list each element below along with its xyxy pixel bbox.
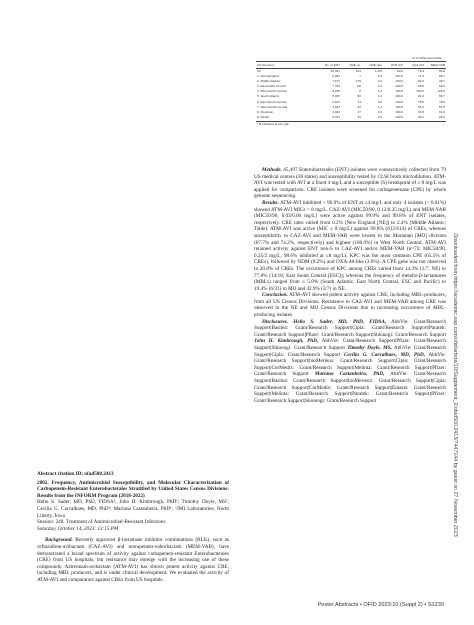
table-cell: 4,218 <box>332 89 340 94</box>
table-cell: 614 <box>355 69 361 73</box>
disclosures-paragraph <box>254 319 446 405</box>
table-cell: 89.1 <box>417 114 424 119</box>
abstract-right-column <box>254 167 446 404</box>
background-paragraph <box>37 537 229 583</box>
table-cell: 4,644 <box>332 104 340 109</box>
table-cell: 1.3% <box>374 69 382 73</box>
table-cell: 100.0 <box>395 99 403 104</box>
table-cell: 66 <box>357 104 361 109</box>
table-cell: 100.0 <box>395 94 403 99</box>
table-cell: 0.9 <box>377 109 382 114</box>
methods-paragraph <box>254 167 446 200</box>
table-cell: 8,185 <box>332 94 340 99</box>
table-cell: 93.5 <box>438 114 445 119</box>
table-cell: 82.6 <box>417 79 424 84</box>
table-header-cell: CRE no. <box>349 63 361 67</box>
disclosure-text: AbbVie: Grant/Research Support|Basilea: Grant/Research Support|Cipla: Grant/Research Support|Paratek: Grant/Research Support|Pfizer: Grant/Research Support|Shionogi: Grant/Research Support <box>254 318 446 338</box>
background-text: Recently approved β-lactamase inhibitor combinations (BLIs), such as ceftazidime-avibactam (CAZ-AVI) and meropenem-vaborbactam (MEM-VAB), have demonstrated a broad spectrum of activity against carbapenem-resistant Enterobacterales (CRE) from US hospitals, but resistance may emerge with the increasing use of these compounds. Aztreonam-avibactam (ATM-AVI) has shown potent activity against CRE, including MBL producers, and is under clinical development. We evaluated the activity of ATM-AVI and comparators against CREs from US hospitals. <box>37 537 229 583</box>
methods-text: 45,497 Enterobacterales (ENT) isolates were consecutively collected from 79 US medical centers (36 states) and susceptibility tested by CLSI broth microdilution. ATM-AVI was tested with AVI at a fixed 4 mg/L and a susceptible (S) breakpoint of ≤ 8 mg/L was applied for comparison. CRE isolates were screened for carbapenemase (CPE) by whole genome sequencing. <box>254 167 446 200</box>
table-cell: 37 <box>357 109 361 114</box>
table-cell: 100.0 <box>395 84 403 89</box>
division-name-cell: 5. South Atlantic <box>257 94 280 99</box>
table-cell: 0.3 <box>377 74 382 79</box>
table-header-cell: No. of ENT <box>324 63 340 67</box>
disclosure-text: AbbVie: Grant/Research Support|Basilea: Grant/Research Support|bioMerieux: Grant/Research Support|Cipla: Grant/Research Support|CorMedix: Grant/Research Support|Entasis: Grant/Research Support|Melinta: Grant/Research Support|Paratek: Grant/Research Support|Pfizer: Grant/Research Support|Shionogi: Grant/Research Support <box>254 371 446 404</box>
table-cell: 100.0 <box>395 79 403 84</box>
table-cell: 2,284 <box>332 74 340 79</box>
table-super-header: % of CRE susceptible <box>412 56 442 60</box>
division-name-cell: 3. East North Central <box>257 84 286 89</box>
table-cell: 100.0 <box>395 104 403 109</box>
table-row <box>256 115 446 120</box>
table-cell: 100.0 <box>395 109 403 114</box>
table-cell: 7,700 <box>332 84 340 89</box>
table-cell: 1.4 <box>377 104 382 109</box>
author-list: Helio S. Sader, MD, PhD, FIDSA¹; John H. Kimbrough, PhD¹; Timothy Doyle, MS¹; Cecilia G. Carvalhaes, MD, PhD¹; Mariana Castanheira, PhD¹; ¹JMI Laboratories, North Liberty, Iowa <box>37 499 229 519</box>
table-cell: 1.0 <box>377 84 382 89</box>
disclosure-name: Timothy Doyle, MS, <box>347 345 392 352</box>
table-footnote: ᵃ N-inhibited at ≤4 mg/L. <box>256 121 446 127</box>
table-cell: 83.8 <box>417 84 424 89</box>
table-cell: 71.4 <box>417 74 424 79</box>
table-cell: 100.0 <box>395 89 403 94</box>
table-cell: 85.7 <box>438 74 445 79</box>
table-cell: 80 <box>357 84 361 89</box>
disclosure-name: Mariana Castanheira, PhD, <box>314 371 385 378</box>
abstract-title: 2802. Frequency, Antimicrobial Susceptibility, and Molecular Characterization of Carbapenem-Resistant Enterobacterales Stratified by United States Census Divisions: Results from the INFORM Program (2018-2022) <box>37 479 229 499</box>
disclosures-label: Disclosures. <box>262 318 289 325</box>
table-cell: 83.8 <box>417 109 424 114</box>
table-cell: 78.6 <box>438 99 445 104</box>
disclosure-text: AbbVie: Grant/Research Support|bioMerieux: Grant/Research Support|Cipla: Grant/Research Support|CorMedix: Grant/Research Support|Melinta: Grant/Research Support|Pfizer: Grant/Research Support <box>254 351 446 378</box>
table-cell: 100.0 <box>416 89 424 94</box>
division-name-cell: 2. Middle Atlantic <box>257 79 281 84</box>
division-name-cell: 7. West South Central <box>257 104 288 109</box>
table-cell: 2.4 <box>377 79 382 84</box>
disclosure-name: Helio S. Sader, MD, PhD, FIDSA, <box>293 318 387 325</box>
table-cell: 0.5 <box>377 99 382 104</box>
session-datetime: Saturday, October 14, 2023: 12:15 PM <box>37 525 119 532</box>
results-paragraph <box>254 200 446 292</box>
methods-label: Methods. <box>262 167 282 173</box>
table-cell: 78.6 <box>417 99 424 104</box>
disclosure-text: AbbVie: Grant/Research Support|Pfizer: Grant/Research Support|Shionogi: Grant/Research Support <box>254 338 446 352</box>
table-cell: 86.7 <box>438 94 445 99</box>
table-cell: 2,617 <box>332 99 340 104</box>
table-cell: 0.8 <box>377 114 382 119</box>
table-header-cell: ATM-AVI <box>390 63 403 67</box>
session-info: Session: 248. Treatment of Antimicrobial-Resistant Infections <box>37 519 166 526</box>
table-cell: 6 <box>359 89 361 94</box>
table-cell: 75.9 <box>417 69 424 73</box>
table-cell: 5,701 <box>332 114 340 119</box>
table-cell: 1.0 <box>377 94 382 99</box>
division-name-cell: 9. Pacific <box>257 114 270 119</box>
table-cell: 100.0 <box>395 114 403 119</box>
table-header-row <box>256 61 446 69</box>
table-cell: 63.8 <box>438 69 445 73</box>
table-cell: 100.0 <box>395 74 403 79</box>
table-cell: 7,677 <box>332 79 340 84</box>
download-watermark-text: Downloaded from https://academic.oup.com/ofid/article/10/Supplement_2/ofad500.2413/7447144 by guest on 27 November 2023 <box>452 233 458 537</box>
table-cell: 179 <box>355 79 361 84</box>
susceptibility-table <box>256 56 446 127</box>
table-cell: 100.0 <box>437 89 445 94</box>
table-header-cell: US Divisions <box>257 63 275 67</box>
table-cell: 39.7 <box>438 79 445 84</box>
table-cell: 45,497 <box>330 69 340 73</box>
table-cell: 99.8 <box>396 69 403 73</box>
citation-id: Abstract citation ID: ofad500.2413 <box>37 471 114 477</box>
conclusion-label: Conclusion. <box>262 292 288 299</box>
results-text: ATM-AVI inhibited > 99.9% of ENT at ≤4 mg/L and only 4 isolates (< 0.01%) showed ATM-AVI MICs > 8 mg/L. CAZ-AVI (MIC50/90, 0.12/0.25 mg/L) and MEM-VAB (MIC50/90, 0.03/0.06 mg/L) were active against 99.9% and 99.8% of ENT isolates, respectively. CRE rates varied from 0.2% (New England [NE]) to 2.4% (Middle Atlantic; Table). ATM-AVI was active (MIC ≤ 8 mg/L) against 99.8% (612/614) of CREs, whereas susceptibility to CAZ-AVI and MEM-VAB were lowest in the Mountain [MO] division (67.7% and 74.2%, respectively) and highest (100.0%) in West North Central. ATM-AVI retained activity against ENT non-S to CAZ-AVI and/or MEM-VAB (n=73; MIC50/90, 0.25/2 mg/L, 98.6% inhibited at ≤8 mg/L). KPC was the most common CPE (65.5% of CREs), followed by NDM (8.2%) and OXA-48-like (3.6%). A CPE gene was not observed in 20.8% of CREs. The occurrence of KPC among CREs varied from 14.3% (1/7; NE) to 77.8% (14/18; East South Central [ESC]); whereas the frequency of metallo-β-lactamases (MBLs) ranged from ≤ 5.0% (South Atlantic, East North Central, ESC and Pacific) to 19.4% (6/31) in MO and 42.9% (3/7) in NE. <box>254 199 446 292</box>
division-name-cell: 8. Mountain <box>257 109 274 114</box>
disclosure-text: AbbVie: Grant/Research Support|Cipla: Grant/Research Support <box>254 345 447 358</box>
table-cell: 46 <box>357 114 361 119</box>
table-cell: 83.3 <box>417 104 424 109</box>
disclosure-name: John H. Kimbrough, PhD, <box>254 338 319 345</box>
table-cell: 91.9 <box>438 109 445 114</box>
table-header-cell: CAZ-AVI <box>412 63 424 67</box>
table-cell: 81.3 <box>417 94 424 99</box>
division-name-cell: All <box>257 69 261 73</box>
disclosure-name: Cecilia G. Carvalhaes, MD, PhD, <box>343 351 426 358</box>
table-header-cell: CRE rate <box>369 63 382 67</box>
table-cell: 87.9 <box>438 104 445 109</box>
disclosures-list <box>254 319 446 404</box>
table-cell: 7 <box>359 74 361 79</box>
download-watermark <box>450 150 460 620</box>
table-header-cell: MEM-VAB <box>430 63 445 67</box>
table-cell: 80 <box>357 94 361 99</box>
background-label: Background. <box>45 537 73 544</box>
page-footer: Poster Abstracts • OFID 2023:10 (Suppl 2) • S1239 <box>317 602 444 608</box>
table-cell: 68.4 <box>438 84 445 89</box>
conclusion-text: ATM-AVI showed potent activity against CRE, including MBL-producers, from all US Census Divisions. Resistance to CAZ-AVI and MEM-VAB among CRE was observed in the NE and MO Census Divisions due to increasing occurrence of MBL-producing isolates. <box>254 292 446 319</box>
table-body <box>256 69 446 120</box>
division-name-cell: 1. New England <box>257 74 279 79</box>
division-name-cell: 4. West North Central <box>257 89 287 94</box>
table-cell: 0.1 <box>377 89 382 94</box>
abstract-left-column <box>37 471 229 584</box>
table-cell: 4,060 <box>332 109 340 114</box>
table-cell: 14 <box>357 99 361 104</box>
conclusion-paragraph <box>254 292 446 318</box>
results-label: Results. <box>262 199 279 206</box>
division-name-cell: 6. East South Central <box>257 99 287 104</box>
